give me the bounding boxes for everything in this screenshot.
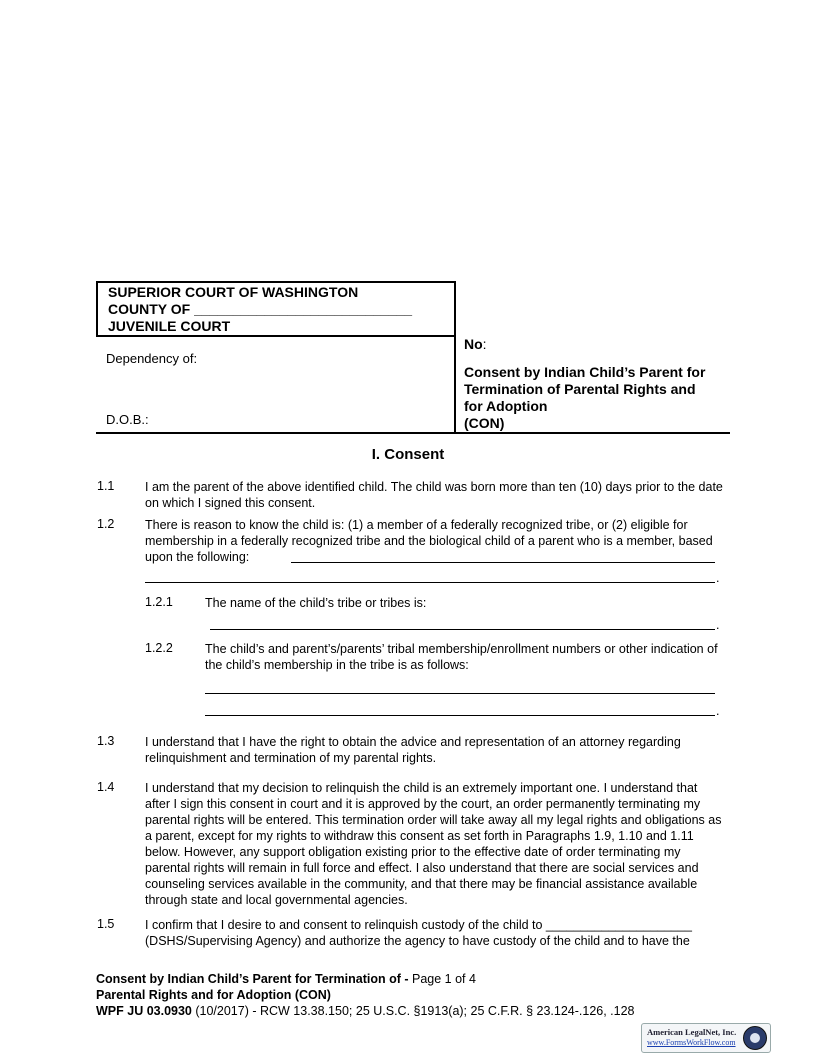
logo-seal-icon [743, 1026, 767, 1050]
paragraph-number: 1.1 [97, 479, 115, 493]
line-end-period: . [716, 704, 720, 718]
page-number: Page 1 of 4 [412, 972, 476, 986]
membership-blank-2[interactable] [205, 715, 715, 716]
american-legalnet-logo[interactable] [641, 1023, 771, 1053]
footer-form-title: Consent by Indian Child’s Parent for Termination of - [96, 972, 412, 986]
court-name: SUPERIOR COURT OF WASHINGTON [108, 284, 359, 300]
footer-line2: Parental Rights and for Adoption (CON) [96, 988, 331, 1002]
form-title-line4: (CON) [464, 415, 505, 431]
form-title-line1: Consent by Indian Child’s Parent for [464, 364, 706, 380]
form-title-line2: Termination of Parental Rights and [464, 381, 696, 397]
line-end-period: . [716, 618, 720, 632]
case-number-label: No [464, 336, 483, 352]
paragraph-number: 1.5 [97, 917, 115, 931]
paragraph-1-3: I understand that I have the right to obtain the advice and representation of an attorney regarding relinquishment and termination of my parental rights. [145, 735, 681, 765]
tribe-name-blank[interactable] [210, 629, 715, 630]
caption-divider [454, 281, 456, 433]
form-title-line3: for Adoption [464, 398, 548, 414]
case-number-colon: : [482, 336, 487, 352]
paragraph-1-4: I understand that my decision to relinquish the child is an extremely important one. I understand that after I sign this consent in court and it is approved by the court, an order permanently terminating my parental rights will be entered. This termination order will take away all my legal rights and obligations as a parent, except for my rights to withdraw this consent as set forth in Paragraphs 1.9, 1.10 and 1.11 below. However, any support obligation existing prior to the effective date of order terminating my parental rights will remain in full force and effect. I also understand that there are social services and counseling services available in the community, and that there may be financial assistance available through state and local governmental agencies. [145, 781, 722, 907]
subparagraph-number: 1.2.1 [145, 595, 173, 609]
paragraph-1-1: I am the parent of the above identified child. The child was born more than ten (10) days prior to the date on which I signed this consent. [145, 480, 723, 510]
membership-blank-1[interactable] [205, 693, 715, 694]
subparagraph-number: 1.2.2 [145, 641, 173, 655]
section-title: I. Consent [371, 446, 445, 463]
form-citation: (10/2017) - RCW 13.38.150; 25 U.S.C. §1913(a); 25 C.F.R. § 23.124-.126, .128 [191, 1004, 635, 1018]
paragraph-number: 1.2 [97, 517, 115, 531]
logo-company-name: American LegalNet, Inc. [647, 1027, 737, 1037]
paragraph-1-2-2: The child’s and parent’s/parents’ tribal membership/enrollment numbers or other indication of the child’s membership in the tribe is as follows: [205, 642, 718, 672]
dob-label: D.O.B.: [106, 412, 149, 427]
footer-line3 [96, 1004, 635, 1018]
tribe-basis-blank-2[interactable] [145, 582, 715, 583]
line-end-period: . [716, 571, 720, 585]
logo-website-link[interactable]: www.FormsWorkFlow.com [647, 1038, 736, 1047]
county-line: COUNTY OF ____________________________ [108, 301, 413, 317]
paragraph-1-2-1: The name of the child’s tribe or tribes is: [205, 596, 427, 610]
dependency-label: Dependency of: [106, 351, 198, 366]
footer-line1 [96, 972, 476, 986]
paragraph-1-5: I confirm that I desire to and consent to relinquish custody of the child to _____________________ (DSHS/Supervising Agency) and authorize the agency to have custody of the child and to have the [145, 918, 692, 948]
paragraph-number: 1.3 [97, 734, 115, 748]
tribe-basis-blank[interactable] [291, 562, 715, 563]
paragraph-number: 1.4 [97, 780, 115, 794]
juvenile-court-label: JUVENILE COURT [108, 318, 231, 334]
court-caption-box [96, 281, 456, 337]
paragraph-1-2: There is reason to know the child is: (1) a member of a federally recognized tribe, or (2) eligible for membership in a federally recognized tribe and the biological child of a parent who is a member, based upon the following: [145, 518, 713, 564]
form-number: WPF JU 03.0930 [96, 1004, 192, 1018]
case-number-field [464, 336, 487, 352]
caption-bottom-rule [96, 432, 730, 434]
